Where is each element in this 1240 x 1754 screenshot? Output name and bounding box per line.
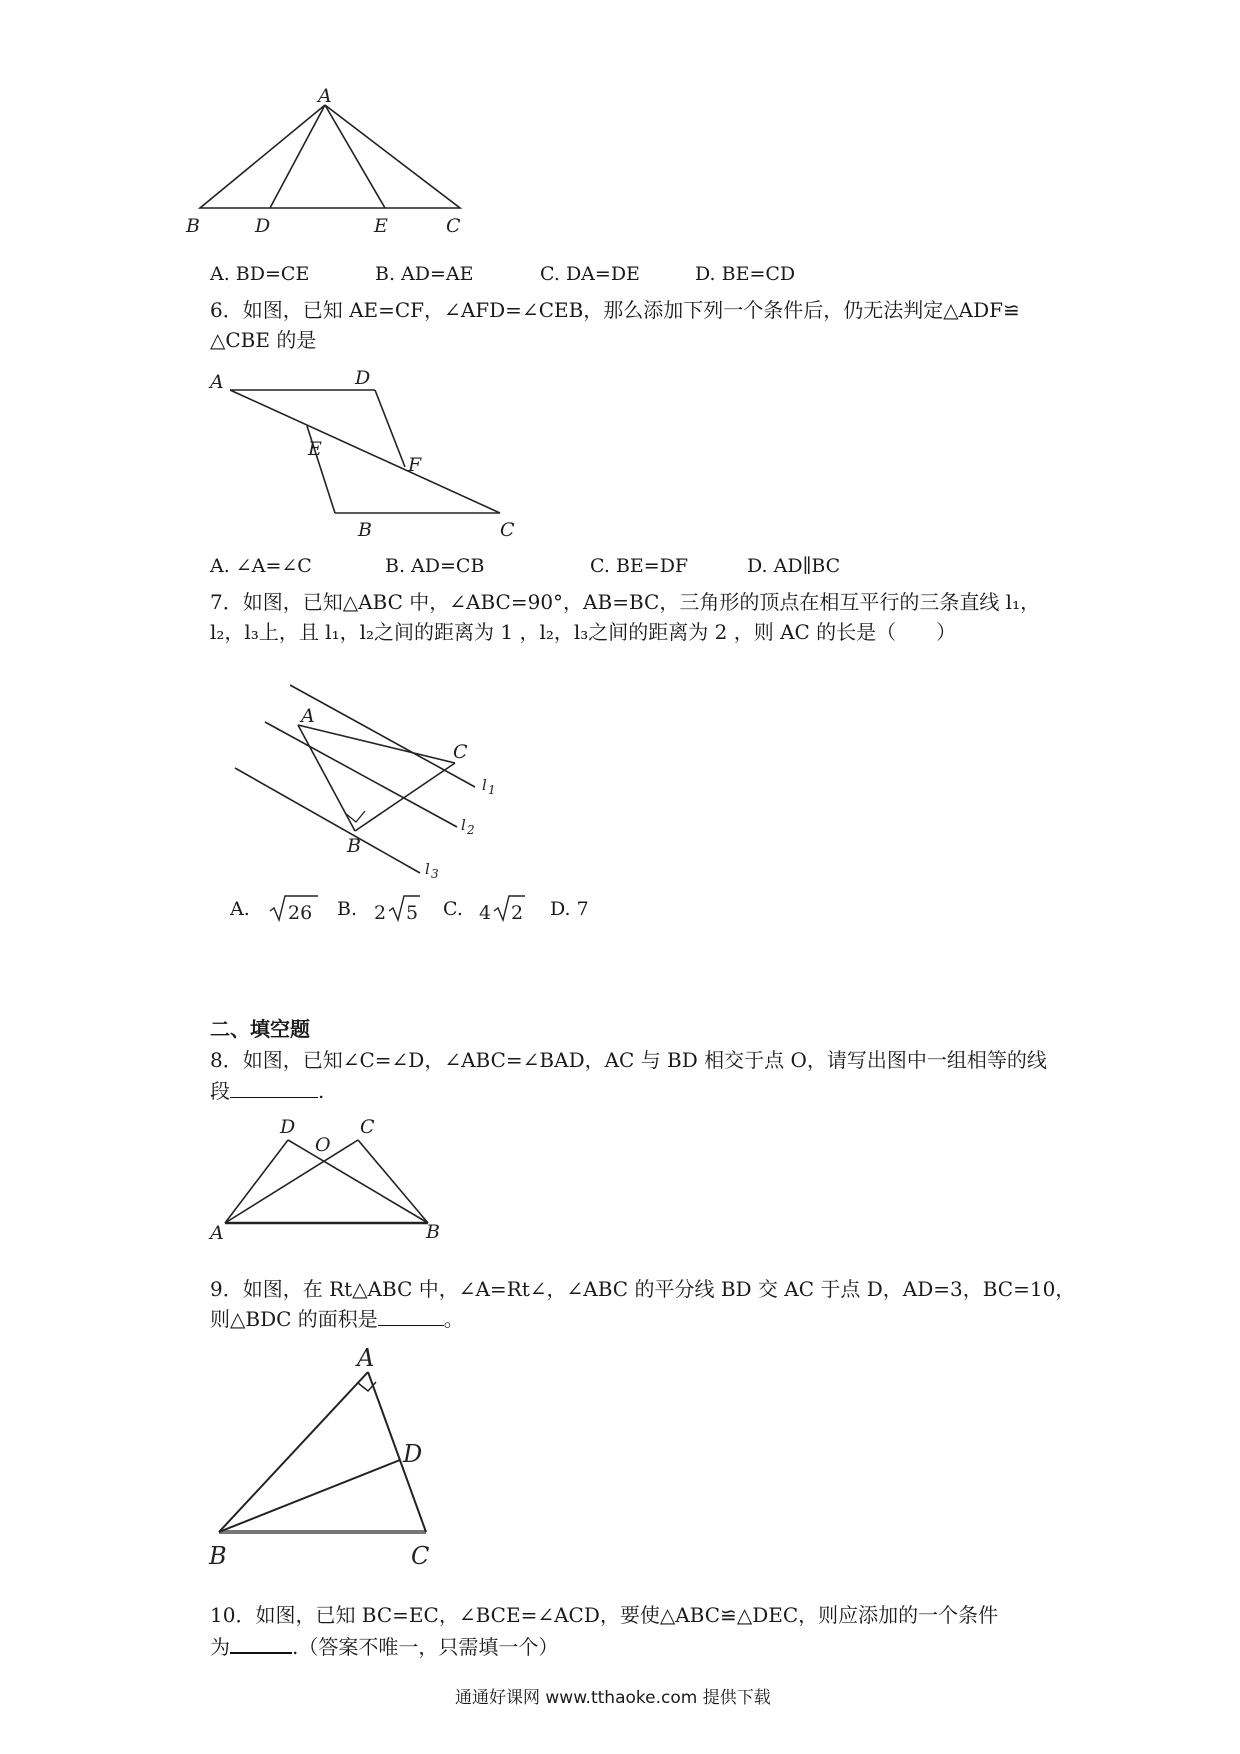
q10-line2-suffix: .（答案不唯一，只需填一个） <box>292 1635 559 1659</box>
q9-line2-suffix: 。 <box>443 1307 464 1331</box>
q7-option-d: D. 7 <box>550 898 589 920</box>
q9-label-d: D <box>403 1440 423 1468</box>
q10-question-line1: 10．如图，已知 BC=EC，∠BCE=∠ACD，要使△ABC≌△DEC，则应添加的一个条件 <box>210 1603 999 1627</box>
q8-label-c: C <box>360 1116 375 1138</box>
q6-label-f: F <box>408 454 422 476</box>
q9-label-a: A <box>357 1344 375 1372</box>
q10-line2-prefix: 为 <box>210 1635 230 1659</box>
q9-question-line1: 9．如图，在 Rt△ABC 中，∠A=Rt∠，∠ABC 的平分线 BD 交 AC 于点 D，AD=3，BC=10， <box>210 1277 1076 1301</box>
q7-question-line2: l₂，l₃上，且 l₁，l₂之间的距离为 1 ，l₂，l₃之间的距离为 2 ，则 AC 的长是（ ） <box>210 620 957 644</box>
q9-label-c: C <box>411 1542 430 1570</box>
q8-answer-blank[interactable] <box>230 1077 318 1098</box>
q8-question-line1: 8．如图，已知∠C=∠D，∠ABC=∠BAD，AC 与 BD 相交于点 O，请写出图中一组相等的线 <box>210 1048 1047 1072</box>
page-footer: 通通好课网 www.tthaoke.com 提供下载 <box>455 1688 771 1708</box>
q6-option-d: D. AD∥BC <box>747 555 841 577</box>
q9-figure <box>205 1340 445 1570</box>
q6-label-e: E <box>308 438 322 460</box>
q6-option-b: B. AD=CB <box>385 555 485 577</box>
q7-label-b: B <box>347 835 361 857</box>
q7-label-a: A <box>301 705 315 727</box>
q9-question-line2 <box>210 1305 464 1333</box>
q8-label-o: O <box>315 1134 331 1156</box>
q5-label-e: E <box>374 215 388 237</box>
q6-label-b: B <box>358 519 372 541</box>
q5-label-d: D <box>255 215 271 237</box>
q5-option-b: B. AD=AE <box>375 263 474 285</box>
q8-label-a: A <box>210 1222 224 1244</box>
q5-label-a: A <box>318 85 332 107</box>
q6-option-a: A. ∠A=∠C <box>210 555 312 577</box>
q10-question-line2 <box>210 1632 558 1661</box>
q8-label-d: D <box>280 1116 296 1138</box>
q7-line-l3-name: l <box>425 860 430 878</box>
q8-line2-prefix: 段 <box>210 1079 230 1103</box>
section-heading-fill-in: 二、填空题 <box>210 1017 310 1041</box>
q7-option-a-prefix: A. <box>230 898 250 920</box>
q7-option-b-prefix: B. <box>337 898 358 920</box>
q7-figure <box>225 680 525 881</box>
q6-label-c: C <box>500 519 515 541</box>
q9-label-b: B <box>209 1542 227 1570</box>
q6-question-line2: △CBE 的是 <box>210 328 317 352</box>
q9-line2-prefix: 则△BDC 的面积是 <box>210 1307 378 1331</box>
q6-label-a: A <box>210 371 224 393</box>
q7-option-b-radical <box>372 893 422 925</box>
q6-figure <box>210 367 530 550</box>
q7-line-l2-name: l <box>461 816 466 834</box>
q5-label-b: B <box>186 215 200 237</box>
q8-figure-drawing <box>210 1115 450 1244</box>
q7-option-a-radical <box>268 893 320 925</box>
q5-option-a: A. BD=CE <box>210 263 310 285</box>
q7-line-l2-subscript: 2 <box>467 823 475 837</box>
q8-line2-suffix: . <box>318 1079 325 1103</box>
q8-label-b: B <box>426 1221 440 1243</box>
q5-label-c: C <box>446 215 461 237</box>
q6-question-line1: 6．如图，已知 AE=CF，∠AFD=∠CEB，那么添加下列一个条件后，仍无法判定△ADF≌ <box>210 298 1020 322</box>
q7-line-l3-subscript: 3 <box>431 867 439 881</box>
q7-question-line1: 7．如图，已知△ABC 中，∠ABC=90°，AB=BC，三角形的顶点在相互平行的三条直线 l₁， <box>210 590 1041 614</box>
q9-answer-blank[interactable] <box>378 1305 444 1326</box>
q8-question-line2 <box>210 1077 324 1105</box>
q5-option-c: C. DA=DE <box>540 263 640 285</box>
q7-option-c-coefficient: 4 <box>479 902 492 924</box>
q7-line-l1-subscript: 1 <box>488 783 496 797</box>
q7-option-c-prefix: C. <box>443 898 463 920</box>
q7-option-b-radicand: 5 <box>406 902 419 924</box>
q6-option-c: C. BE=DF <box>590 555 689 577</box>
q6-label-d: D <box>355 367 371 389</box>
q7-label-c: C <box>453 741 468 763</box>
q10-answer-blank[interactable] <box>230 1632 292 1654</box>
q7-option-c-radicand: 2 <box>511 902 524 924</box>
q5-option-d: D. BE=CD <box>695 263 796 285</box>
q7-option-c-radical <box>477 893 527 925</box>
q7-option-b-coefficient: 2 <box>374 902 387 924</box>
q7-line-l1-name: l <box>482 776 487 794</box>
q5-figure <box>186 85 490 260</box>
q7-option-a-radicand: 26 <box>288 902 313 924</box>
